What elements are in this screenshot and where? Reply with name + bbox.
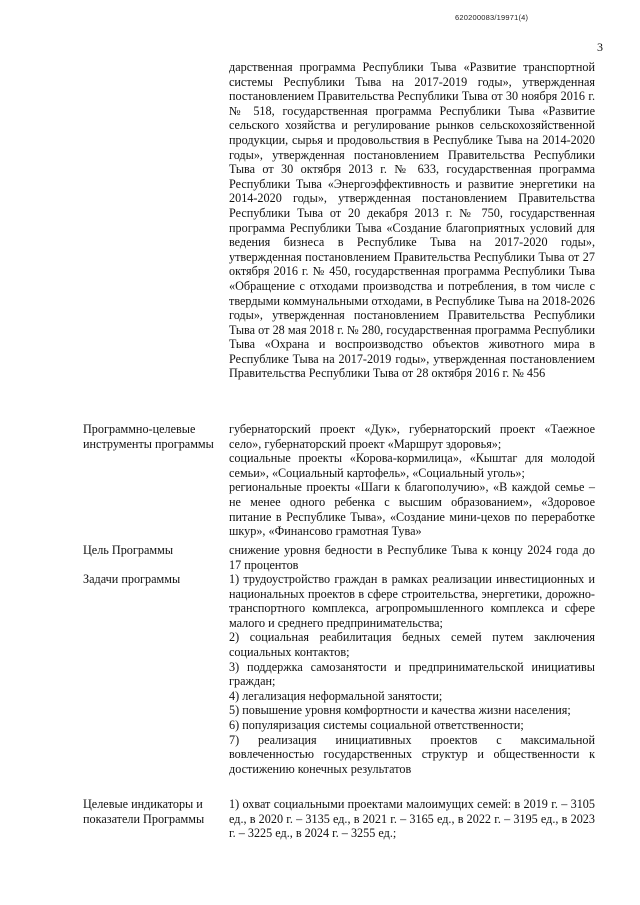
row-content-instruments (229, 422, 595, 539)
document-id: 620200083/19971(4) (455, 13, 529, 22)
list-item: снижение уровня бедности в Республике Тыва к концу 2024 года до 17 процентов (229, 543, 595, 572)
list-item: 6) популяризация системы социальной ответственности; (229, 717, 524, 732)
row-content-indicators (229, 797, 595, 841)
row-content-goal (229, 543, 595, 572)
list-item: губернаторский проект «Дук», губернаторский проект «Таежное село», губернаторский проект «Маршрут здоровья»; (229, 422, 595, 451)
row-label-goal: Цель Программы (83, 543, 174, 557)
row-label-indicators: Целевые индикаторы и показатели Программы (83, 797, 205, 826)
row-content-tasks (229, 572, 595, 776)
row-label-instruments: Программно-целевые инструменты программы (83, 422, 214, 451)
page-number: 3 (597, 40, 603, 54)
list-item: 7) реализация инициативных проектов с максимальной вовлеченностью государственных структур и общественности к достижению конечных результатов (229, 732, 595, 776)
list-item: региональные проекты «Шаги к благополучию», «В каждой семье – не менее одного ребенка с высшим образованием», «Здоровое питание в Республике Тыва», «Создание мини-цехов по переработке шкур», «Финансово грамотная Тува» (229, 480, 595, 539)
continuation-paragraph: дарственная программа Республики Тыва «Развитие транспортной системы Республики Тыва на 2017-2019 годы», утвержденная постановлением Правительства Республики Тыва от 30 ноября 2016 г. № 518, государственная программа Республики Тыва «Развитие сельского хозяйства и регулирование рынков сельскохозяйственной продукции, сырья и продовольствия в Республике Тыва на 2014-2020 годы», утвержденная постановлением Правительства Республики Тыва от 30 октября 2013 г. № 633, государственная программа Республики Тыва «Энергоэффективность и развитие энергетики на 2014-2020 годы», утвержденная постановлением Правительства Республики Тыва от 20 декабря 2013 г. № 750, государственная программа Республики Тыва «Создание благоприятных условий для ведения бизнеса в Республике Тыва на 2017-2020 годы», утвержденная постановлением Правительства Республики Тыва от 27 октября 2016 г. № 450, государственная программа Республики Тыва «Обращение с отходами производства и потребления, в том числе с твердыми коммунальными отходами, в Республике Тыва на 2018-2026 годы», утвержденная постановлением Правительства Республики Тыва от 28 мая 2018 г. № 280, государственная программа Республики Тыва «Охрана и воспроизводство объектов животного мира в Республике Тыва на 2017-2019 годы», утвержденная постановлением Правительства Республики Тыва от 28 октября 2016 г. № 456 (229, 60, 595, 381)
row-label-tasks: Задачи программы (83, 572, 181, 586)
list-item: 2) социальная реабилитация бедных семей путем заключения социальных контактов; (229, 630, 595, 659)
list-item: 5) повышение уровня комфортности и качества жизни населения; (229, 703, 571, 718)
list-item: 4) легализация неформальной занятости; (229, 688, 443, 703)
list-item: 1) охват социальными проектами малоимущих семей: в 2019 г. – 3105 ед., в 2020 г. – 3135 ед., в 2021 г. – 3165 ед., в 2022 г. – 3195 ед., в 2023 г. – 3225 ед., в 2024 г. – 3255 ед.; (229, 797, 595, 841)
list-item: социальные проекты «Корова-кормилица», «Кыштаг для молодой семьи», «Социальный картофель», «Социальный уголь»; (229, 451, 595, 480)
list-item: 3) поддержка самозанятости и предпринимательской инициативы граждан; (229, 659, 595, 689)
list-item: 1) трудоустройство граждан в рамках реализации инвестиционных и национальных проектов в сфере строительства, энергетики, дорожно-транспортного комплекса, агропромышленного комплекса и сфере малого и среднего предпринимательства; (229, 572, 595, 630)
